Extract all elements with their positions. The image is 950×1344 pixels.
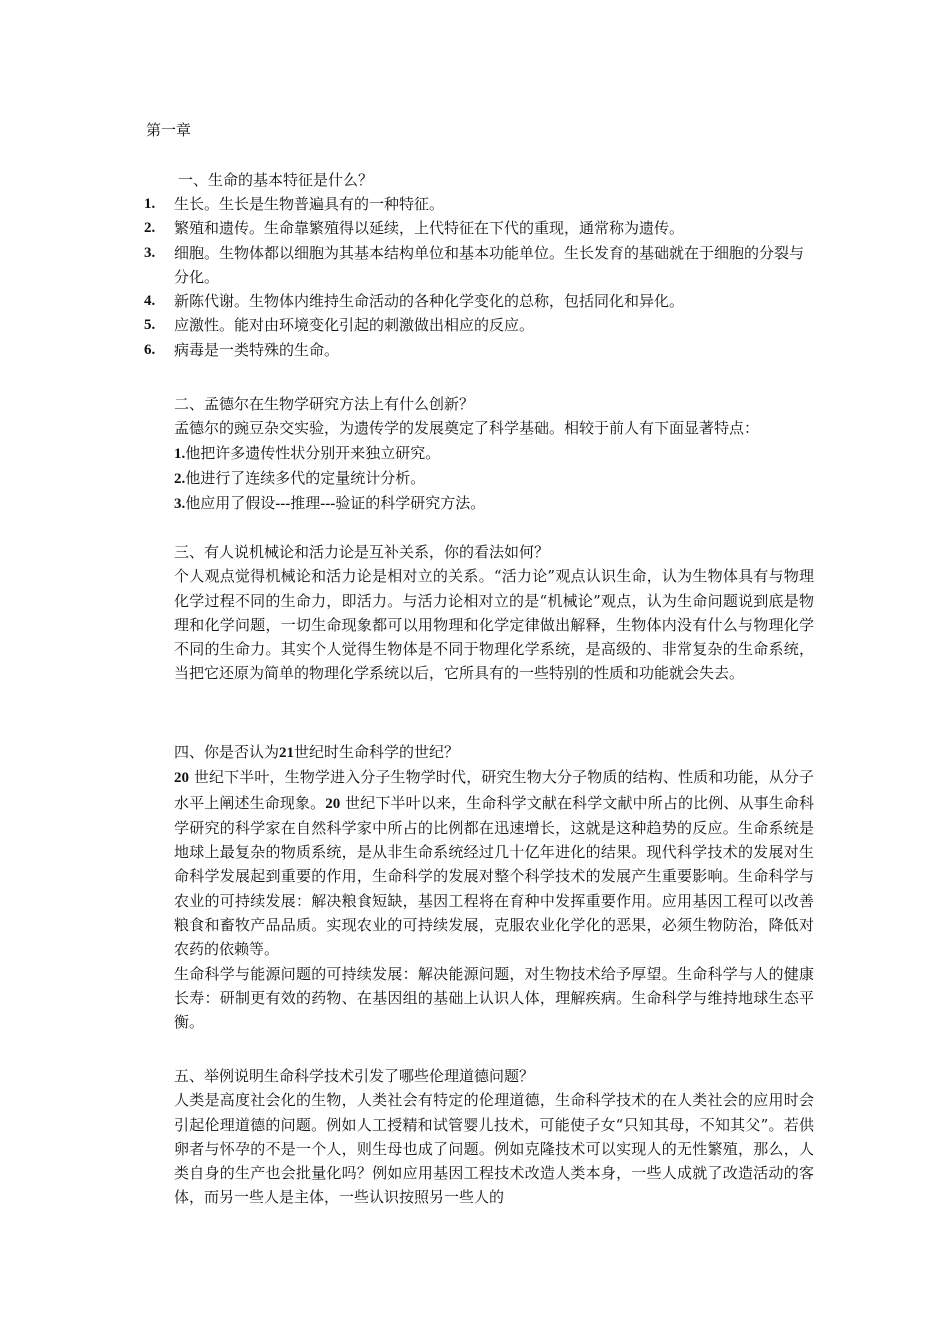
point-text: 他把许多遗传性状分别开来独立研究。 [185,443,441,462]
body-number: 20 [325,795,341,812]
point-text: 他进行了连续多代的定量统计分析。 [185,468,426,487]
q2-point [174,491,814,516]
point-text: 他应用了假设 [185,494,276,513]
list-text: 生长。生长是生物普遍具有的一种特征。 [174,195,445,213]
list-number: 6. [144,341,156,358]
body-text: 世纪下半叶以来，生命科学文献在科学文献中所占的比例、从事生命科学研究的科学家在自然科学家中所占的比例都在迅速增长，这就是这种趋势的反应。生命系统是地球上最复杂的物质系统，是从非生命系统经过几十亿年进化的结果。现代科学技术的发展对生命科学发展起到重要的作用，生命科学的发展对整个科学技术的发展产生重要影响。生命科学与农业的可持续发展：解决粮食短缺，基因工程将在育种中发挥重要作用。应用基因工程可以改善粮食和畜牧产品品质。实现农业的可持续发展，克服农业化学化的恶果，必须生物防治，降低对农药的依赖等。 [174,793,814,959]
list-text: 病毒是一类特殊的生命。 [174,340,340,359]
point-number: 2. [174,470,186,487]
point-number: 3. [174,496,186,513]
dash: --- [320,496,336,513]
point-text: 推理 [290,494,321,513]
list-item [140,338,814,362]
q2-heading: 二、孟德尔在生物学研究方法上有什么创新？ [174,395,475,413]
heading-text: 四、你是否认为 [174,743,280,761]
list-text: 繁殖和遗传。生命靠繁殖得以延续，上代特征在下代的重现，通常称为遗传。 [174,219,685,238]
list-number: 2. [144,220,156,237]
q4-heading [174,740,814,765]
q2-intro: 孟德尔的豌豆杂交实验，为遗传学的发展奠定了科学基础。相较于前人有下面显著特点： [174,419,760,438]
list-number: 5. [144,317,156,334]
list-item [140,192,814,216]
list-number: 1. [144,196,156,212]
q2-point [174,466,814,491]
q3-heading: 三、有人说机械论和活力论是互补关系，你的看法如何？ [174,543,550,561]
body-text: 世纪下半叶，生物学进入分子生物学时代，研究生物大分子物质的结构、性质和功能，从分子水平上阐述生命现象。 [174,768,814,812]
dash: --- [275,496,291,513]
q5-heading: 五、举例说明生命科学技术引发了哪些伦理道德问题？ [174,1067,535,1085]
point-number: 1. [174,445,186,462]
q4-body [174,765,814,961]
list-text: 新陈代谢。生物体内维持生命活动的各种化学变化的总称，包括同化和异化。 [174,292,685,311]
q3-section [174,540,814,686]
list-text: 应激性。能对由环境变化引起的刺激做出相应的反应。 [174,316,535,335]
heading-number: 21 [279,745,295,761]
q3-body: 个人观点觉得机械论和活力论是相对立的关系。“活力论”观点认识生命，认为生物体具有与物理化学过程不同的生命力，即活力。与活力论相对立的是“机械论”观点，认为生命问题说到底是物理和化学问题，一切生命现象都可以用物理和化学定律做出解释，生物体内没有什么与物理化学不同的生命力。其实个人觉得生物体是不同于物理化学系统，是高级的、非常复杂的生命系统，当把它还原为简单的物理化学系统以后，它所具有的一些特别的性质和功能就会失去。 [174,567,814,683]
q5-section [174,1064,814,1210]
body-number: 20 [174,770,189,787]
feature-list [140,192,814,362]
list-item [140,313,814,337]
q1-heading: 一、生命的基本特征是什么？ [178,171,374,189]
list-number: 4. [144,293,156,310]
q4-body-continued: 生命科学与能源问题的可持续发展：解决能源问题，对生物技术给予厚望。生命科学与人的健康长寿：研制更有效的药物、在基因组的基础上认识人体，理解疾病。生命科学与维持地球生态平衡。 [174,964,814,1032]
point-text: 验证的科学研究方法。 [335,494,486,513]
q5-body: 人类是高度社会化的生物，人类社会有特定的伦理道德，生命科学技术的在人类社会的应用时会引起伦理道德的问题。例如人工授精和试管婴儿技术，可能使子女“只知其母，不知其父”。若供卵者与怀孕的不是一个人，则生母也成了问题。例如克隆技术可以实现人的无性繁殖，那么，人类自身的生产也会批量化吗？例如应用基因工程技术改造人类本身，一些人成就了改造活动的客体，而另一些人是主体，一些认识按照另一些人的 [174,1091,814,1207]
heading-text: 世纪时生命科学的世纪？ [294,743,460,761]
list-item [140,216,814,240]
q2-section [174,392,814,516]
list-item [140,289,814,313]
list-number: 3. [144,244,156,261]
list-text: 细胞。生物体都以细胞为其基本结构单位和基本功能单位。生长发育的基础就在于细胞的分裂与分化。 [174,243,805,286]
q4-section [174,740,814,1035]
list-item [140,241,814,290]
chapter-title: 第一章 [146,121,192,139]
q2-point [174,441,814,466]
